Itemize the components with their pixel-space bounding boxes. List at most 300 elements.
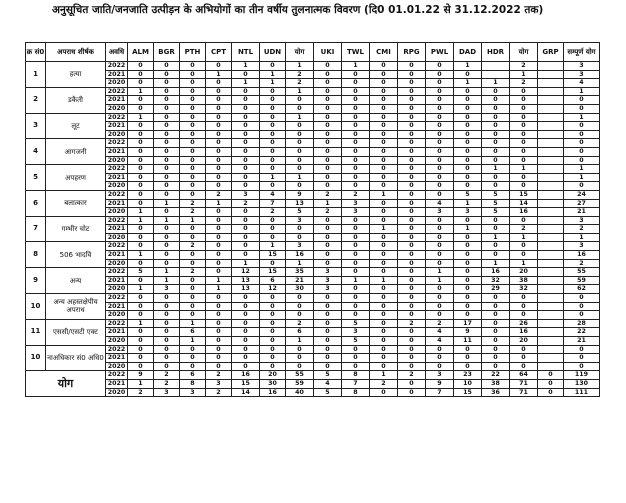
- year-cell: 2022: [106, 190, 128, 199]
- value-cell: [538, 104, 564, 113]
- value-cell: 0: [370, 87, 398, 96]
- value-cell: 0: [342, 345, 370, 354]
- value-cell: 0: [342, 354, 370, 363]
- total-value-cell: 15: [232, 379, 260, 388]
- value-cell: 1: [482, 79, 510, 88]
- total-value-cell: 55: [286, 371, 314, 380]
- total-value-cell: 111: [564, 388, 600, 397]
- value-cell: 0: [370, 233, 398, 242]
- column-header: सम्पूर्ण योग: [564, 43, 600, 62]
- year-cell: 2020: [106, 311, 128, 320]
- value-cell: 1: [180, 319, 206, 328]
- value-cell: 0: [370, 302, 398, 311]
- value-cell: 2: [314, 208, 342, 217]
- value-cell: 0: [154, 182, 180, 191]
- value-cell: 0: [180, 182, 206, 191]
- value-cell: 0: [232, 208, 260, 217]
- value-cell: 0: [260, 62, 286, 71]
- value-cell: 0: [232, 216, 260, 225]
- value-cell: 0: [370, 70, 398, 79]
- column-header: BGR: [154, 43, 180, 62]
- value-cell: 0: [154, 70, 180, 79]
- value-cell: 0: [510, 96, 538, 105]
- value-cell: [538, 199, 564, 208]
- value-cell: 0: [398, 79, 426, 88]
- value-cell: 0: [426, 259, 454, 268]
- table-row: [26, 294, 600, 303]
- value-cell: 0: [232, 165, 260, 174]
- value-cell: [538, 302, 564, 311]
- value-cell: 0: [232, 345, 260, 354]
- value-cell: 0: [260, 87, 286, 96]
- serial-number: 9: [26, 268, 46, 294]
- value-cell: 0: [370, 259, 398, 268]
- value-cell: 2: [510, 79, 538, 88]
- value-cell: 0: [370, 199, 398, 208]
- value-cell: 16: [482, 268, 510, 277]
- year-cell: 2022: [106, 139, 128, 148]
- value-cell: 1: [564, 233, 600, 242]
- value-cell: [538, 165, 564, 174]
- total-value-cell: 1: [128, 379, 154, 388]
- value-cell: 4: [426, 337, 454, 346]
- value-cell: 30: [286, 285, 314, 294]
- value-cell: 0: [342, 311, 370, 320]
- value-cell: 0: [286, 354, 314, 363]
- value-cell: 0: [454, 259, 482, 268]
- value-cell: 0: [370, 362, 398, 371]
- value-cell: 6: [260, 276, 286, 285]
- value-cell: 0: [128, 259, 154, 268]
- value-cell: 0: [180, 294, 206, 303]
- total-value-cell: 0: [398, 388, 426, 397]
- value-cell: [538, 294, 564, 303]
- year-cell: 2020: [106, 130, 128, 139]
- value-cell: 0: [128, 79, 154, 88]
- value-cell: 1: [314, 199, 342, 208]
- year-cell: 2021: [106, 225, 128, 234]
- table-row: [26, 259, 600, 268]
- value-cell: 0: [260, 156, 286, 165]
- value-cell: 0: [206, 302, 232, 311]
- value-cell: 0: [342, 139, 370, 148]
- value-cell: 0: [206, 165, 232, 174]
- value-cell: 0: [564, 122, 600, 131]
- value-cell: 1: [286, 113, 314, 122]
- value-cell: 0: [180, 311, 206, 320]
- value-cell: 0: [232, 182, 260, 191]
- value-cell: 0: [260, 104, 286, 113]
- value-cell: 0: [370, 251, 398, 260]
- table-row: [26, 302, 600, 311]
- value-cell: 0: [398, 328, 426, 337]
- value-cell: 0: [180, 113, 206, 122]
- year-cell: 2022: [106, 319, 128, 328]
- value-cell: 0: [154, 87, 180, 96]
- value-cell: 0: [454, 242, 482, 251]
- value-cell: 0: [154, 79, 180, 88]
- value-cell: 7: [260, 199, 286, 208]
- value-cell: [538, 242, 564, 251]
- table-row: [26, 268, 600, 277]
- year-cell: 2021: [106, 199, 128, 208]
- column-header: CMI: [370, 43, 398, 62]
- value-cell: 3: [342, 199, 370, 208]
- value-cell: 0: [482, 173, 510, 182]
- value-cell: 0: [232, 87, 260, 96]
- value-cell: 0: [286, 156, 314, 165]
- value-cell: 3: [454, 208, 482, 217]
- value-cell: 0: [398, 87, 426, 96]
- value-cell: 0: [454, 362, 482, 371]
- value-cell: 0: [128, 96, 154, 105]
- value-cell: [538, 319, 564, 328]
- year-cell: 2022: [106, 62, 128, 71]
- value-cell: 0: [398, 354, 426, 363]
- value-cell: [538, 113, 564, 122]
- value-cell: 0: [154, 242, 180, 251]
- value-cell: 0: [454, 70, 482, 79]
- total-value-cell: 0: [538, 379, 564, 388]
- value-cell: 0: [314, 122, 342, 131]
- value-cell: 0: [206, 337, 232, 346]
- table-row: [26, 242, 600, 251]
- value-cell: 0: [398, 96, 426, 105]
- value-cell: 0: [314, 70, 342, 79]
- value-cell: [538, 79, 564, 88]
- total-value-cell: 2: [398, 371, 426, 380]
- value-cell: 0: [314, 79, 342, 88]
- value-cell: [538, 156, 564, 165]
- value-cell: 0: [314, 216, 342, 225]
- value-cell: 0: [180, 156, 206, 165]
- value-cell: 0: [482, 294, 510, 303]
- value-cell: [538, 251, 564, 260]
- value-cell: 2: [510, 225, 538, 234]
- table-row: [26, 139, 600, 148]
- table-row: [26, 173, 600, 182]
- value-cell: 0: [232, 104, 260, 113]
- value-cell: 0: [398, 165, 426, 174]
- value-cell: 1: [128, 319, 154, 328]
- value-cell: 1: [564, 165, 600, 174]
- value-cell: 0: [260, 225, 286, 234]
- value-cell: 0: [426, 311, 454, 320]
- value-cell: 20: [510, 268, 538, 277]
- year-cell: 2022: [106, 345, 128, 354]
- value-cell: 0: [510, 173, 538, 182]
- value-cell: 0: [260, 259, 286, 268]
- value-cell: 13: [286, 199, 314, 208]
- value-cell: 0: [454, 147, 482, 156]
- value-cell: 0: [370, 139, 398, 148]
- value-cell: 35: [286, 268, 314, 277]
- table-row: [26, 156, 600, 165]
- column-header: DAD: [454, 43, 482, 62]
- value-cell: 0: [260, 354, 286, 363]
- value-cell: 1: [128, 285, 154, 294]
- value-cell: 0: [128, 147, 154, 156]
- value-cell: 0: [314, 242, 342, 251]
- total-value-cell: 30: [260, 379, 286, 388]
- header-row: [26, 43, 600, 62]
- value-cell: 0: [398, 268, 426, 277]
- value-cell: 0: [426, 113, 454, 122]
- value-cell: 2: [232, 199, 260, 208]
- value-cell: 1: [128, 87, 154, 96]
- value-cell: 0: [510, 311, 538, 320]
- column-header: TWL: [342, 43, 370, 62]
- value-cell: 0: [482, 319, 510, 328]
- value-cell: 5: [286, 208, 314, 217]
- total-value-cell: 36: [482, 388, 510, 397]
- value-cell: 1: [510, 70, 538, 79]
- value-cell: 0: [510, 251, 538, 260]
- total-row: [26, 388, 600, 397]
- serial-number: 8: [26, 242, 46, 268]
- value-cell: 0: [426, 139, 454, 148]
- value-cell: 0: [426, 87, 454, 96]
- value-cell: 0: [398, 113, 426, 122]
- value-cell: 0: [370, 208, 398, 217]
- value-cell: 0: [206, 182, 232, 191]
- year-cell: 2020: [106, 362, 128, 371]
- value-cell: 12: [260, 285, 286, 294]
- value-cell: 0: [232, 302, 260, 311]
- value-cell: 0: [154, 345, 180, 354]
- value-cell: 0: [342, 70, 370, 79]
- value-cell: 0: [454, 285, 482, 294]
- value-cell: 0: [206, 319, 232, 328]
- value-cell: 5: [482, 190, 510, 199]
- value-cell: 0: [206, 113, 232, 122]
- value-cell: 5: [482, 199, 510, 208]
- total-value-cell: 2: [128, 388, 154, 397]
- value-cell: 0: [342, 165, 370, 174]
- total-value-cell: 5: [314, 388, 342, 397]
- total-value-cell: 0: [538, 371, 564, 380]
- value-cell: 0: [206, 328, 232, 337]
- value-cell: 0: [206, 354, 232, 363]
- value-cell: 0: [128, 354, 154, 363]
- column-header: PWL: [426, 43, 454, 62]
- value-cell: 1: [510, 259, 538, 268]
- total-value-cell: 16: [260, 388, 286, 397]
- value-cell: [538, 208, 564, 217]
- value-cell: 3: [342, 208, 370, 217]
- value-cell: 2: [564, 225, 600, 234]
- value-cell: 0: [154, 122, 180, 131]
- value-cell: 0: [154, 302, 180, 311]
- value-cell: 0: [398, 122, 426, 131]
- year-cell: 2020: [106, 104, 128, 113]
- value-cell: 0: [260, 319, 286, 328]
- value-cell: 55: [564, 268, 600, 277]
- value-cell: 0: [314, 337, 342, 346]
- value-cell: 1: [454, 199, 482, 208]
- value-cell: 0: [426, 225, 454, 234]
- value-cell: 0: [206, 122, 232, 131]
- value-cell: 0: [180, 130, 206, 139]
- value-cell: 12: [232, 268, 260, 277]
- crime-comparison-table: [25, 42, 600, 397]
- value-cell: 0: [128, 294, 154, 303]
- value-cell: 2: [206, 190, 232, 199]
- value-cell: 0: [342, 302, 370, 311]
- value-cell: 0: [342, 173, 370, 182]
- column-header: HDR: [482, 43, 510, 62]
- value-cell: 0: [370, 294, 398, 303]
- crime-head: लूट: [46, 113, 106, 139]
- total-value-cell: 2: [154, 379, 180, 388]
- value-cell: 5: [128, 268, 154, 277]
- value-cell: 0: [564, 182, 600, 191]
- value-cell: 0: [454, 113, 482, 122]
- value-cell: 1: [426, 268, 454, 277]
- year-cell: 2020: [106, 259, 128, 268]
- value-cell: 0: [154, 311, 180, 320]
- crime-head: बलात्कार: [46, 190, 106, 216]
- value-cell: 15: [260, 268, 286, 277]
- value-cell: 22: [564, 328, 600, 337]
- column-header: NTL: [232, 43, 260, 62]
- value-cell: [538, 62, 564, 71]
- value-cell: 0: [154, 337, 180, 346]
- value-cell: 0: [232, 147, 260, 156]
- value-cell: 21: [286, 276, 314, 285]
- value-cell: 0: [314, 156, 342, 165]
- value-cell: 0: [398, 190, 426, 199]
- value-cell: 0: [154, 354, 180, 363]
- value-cell: 0: [154, 165, 180, 174]
- value-cell: 21: [564, 337, 600, 346]
- value-cell: [538, 259, 564, 268]
- value-cell: 0: [454, 165, 482, 174]
- value-cell: 0: [128, 70, 154, 79]
- value-cell: [538, 122, 564, 131]
- value-cell: 0: [180, 302, 206, 311]
- value-cell: 0: [342, 259, 370, 268]
- value-cell: 0: [286, 130, 314, 139]
- serial-number: 11: [26, 319, 46, 345]
- value-cell: 1: [510, 165, 538, 174]
- value-cell: 0: [180, 345, 206, 354]
- value-cell: 28: [564, 319, 600, 328]
- value-cell: 62: [564, 285, 600, 294]
- value-cell: 0: [180, 62, 206, 71]
- year-cell: 2020: [106, 182, 128, 191]
- value-cell: 2: [398, 319, 426, 328]
- total-value-cell: 71: [510, 388, 538, 397]
- value-cell: 0: [398, 302, 426, 311]
- value-cell: 0: [510, 104, 538, 113]
- value-cell: 0: [128, 276, 154, 285]
- value-cell: 0: [454, 216, 482, 225]
- value-cell: 0: [564, 362, 600, 371]
- value-cell: 0: [398, 62, 426, 71]
- value-cell: 3: [314, 285, 342, 294]
- value-cell: 0: [510, 130, 538, 139]
- value-cell: 0: [260, 362, 286, 371]
- table-row: [26, 147, 600, 156]
- value-cell: 0: [482, 362, 510, 371]
- value-cell: 0: [482, 216, 510, 225]
- total-label: योग: [26, 371, 106, 397]
- value-cell: 0: [342, 233, 370, 242]
- year-cell: 2022: [106, 165, 128, 174]
- value-cell: 1: [128, 216, 154, 225]
- value-cell: 0: [398, 182, 426, 191]
- total-value-cell: 23: [454, 371, 482, 380]
- value-cell: 2: [180, 208, 206, 217]
- value-cell: 0: [564, 130, 600, 139]
- value-cell: 0: [206, 225, 232, 234]
- value-cell: 0: [564, 96, 600, 105]
- year-cell: 2020: [106, 79, 128, 88]
- column-header: CPT: [206, 43, 232, 62]
- value-cell: [538, 147, 564, 156]
- value-cell: 0: [206, 104, 232, 113]
- value-cell: 0: [206, 242, 232, 251]
- total-value-cell: 59: [286, 379, 314, 388]
- table-row: [26, 122, 600, 131]
- value-cell: 0: [482, 130, 510, 139]
- value-cell: 0: [128, 242, 154, 251]
- value-cell: 0: [180, 276, 206, 285]
- value-cell: [538, 311, 564, 320]
- value-cell: 0: [482, 345, 510, 354]
- value-cell: 1: [454, 79, 482, 88]
- value-cell: 0: [564, 302, 600, 311]
- value-cell: 0: [286, 225, 314, 234]
- value-cell: 1: [564, 113, 600, 122]
- value-cell: 0: [426, 182, 454, 191]
- value-cell: 0: [128, 233, 154, 242]
- value-cell: 0: [398, 285, 426, 294]
- value-cell: 1: [206, 199, 232, 208]
- value-cell: 0: [314, 362, 342, 371]
- value-cell: 0: [206, 268, 232, 277]
- year-cell: 2022: [106, 216, 128, 225]
- value-cell: 0: [510, 122, 538, 131]
- value-cell: 1: [482, 233, 510, 242]
- value-cell: 0: [286, 345, 314, 354]
- value-cell: 0: [510, 113, 538, 122]
- value-cell: 0: [180, 285, 206, 294]
- value-cell: 0: [314, 225, 342, 234]
- value-cell: 0: [286, 294, 314, 303]
- year-cell: 2021: [106, 122, 128, 131]
- value-cell: 0: [398, 362, 426, 371]
- value-cell: 1: [260, 242, 286, 251]
- value-cell: 0: [454, 302, 482, 311]
- year-cell: 2021: [106, 96, 128, 105]
- value-cell: 0: [314, 251, 342, 260]
- total-value-cell: 20: [260, 371, 286, 380]
- value-cell: 0: [370, 242, 398, 251]
- value-cell: [538, 173, 564, 182]
- value-cell: 0: [260, 182, 286, 191]
- value-cell: 0: [232, 96, 260, 105]
- value-cell: 0: [286, 311, 314, 320]
- year-cell: 2021: [106, 147, 128, 156]
- value-cell: 0: [482, 139, 510, 148]
- value-cell: 0: [206, 173, 232, 182]
- value-cell: 1: [232, 62, 260, 71]
- table-row: [26, 354, 600, 363]
- value-cell: 0: [482, 337, 510, 346]
- value-cell: 1: [260, 173, 286, 182]
